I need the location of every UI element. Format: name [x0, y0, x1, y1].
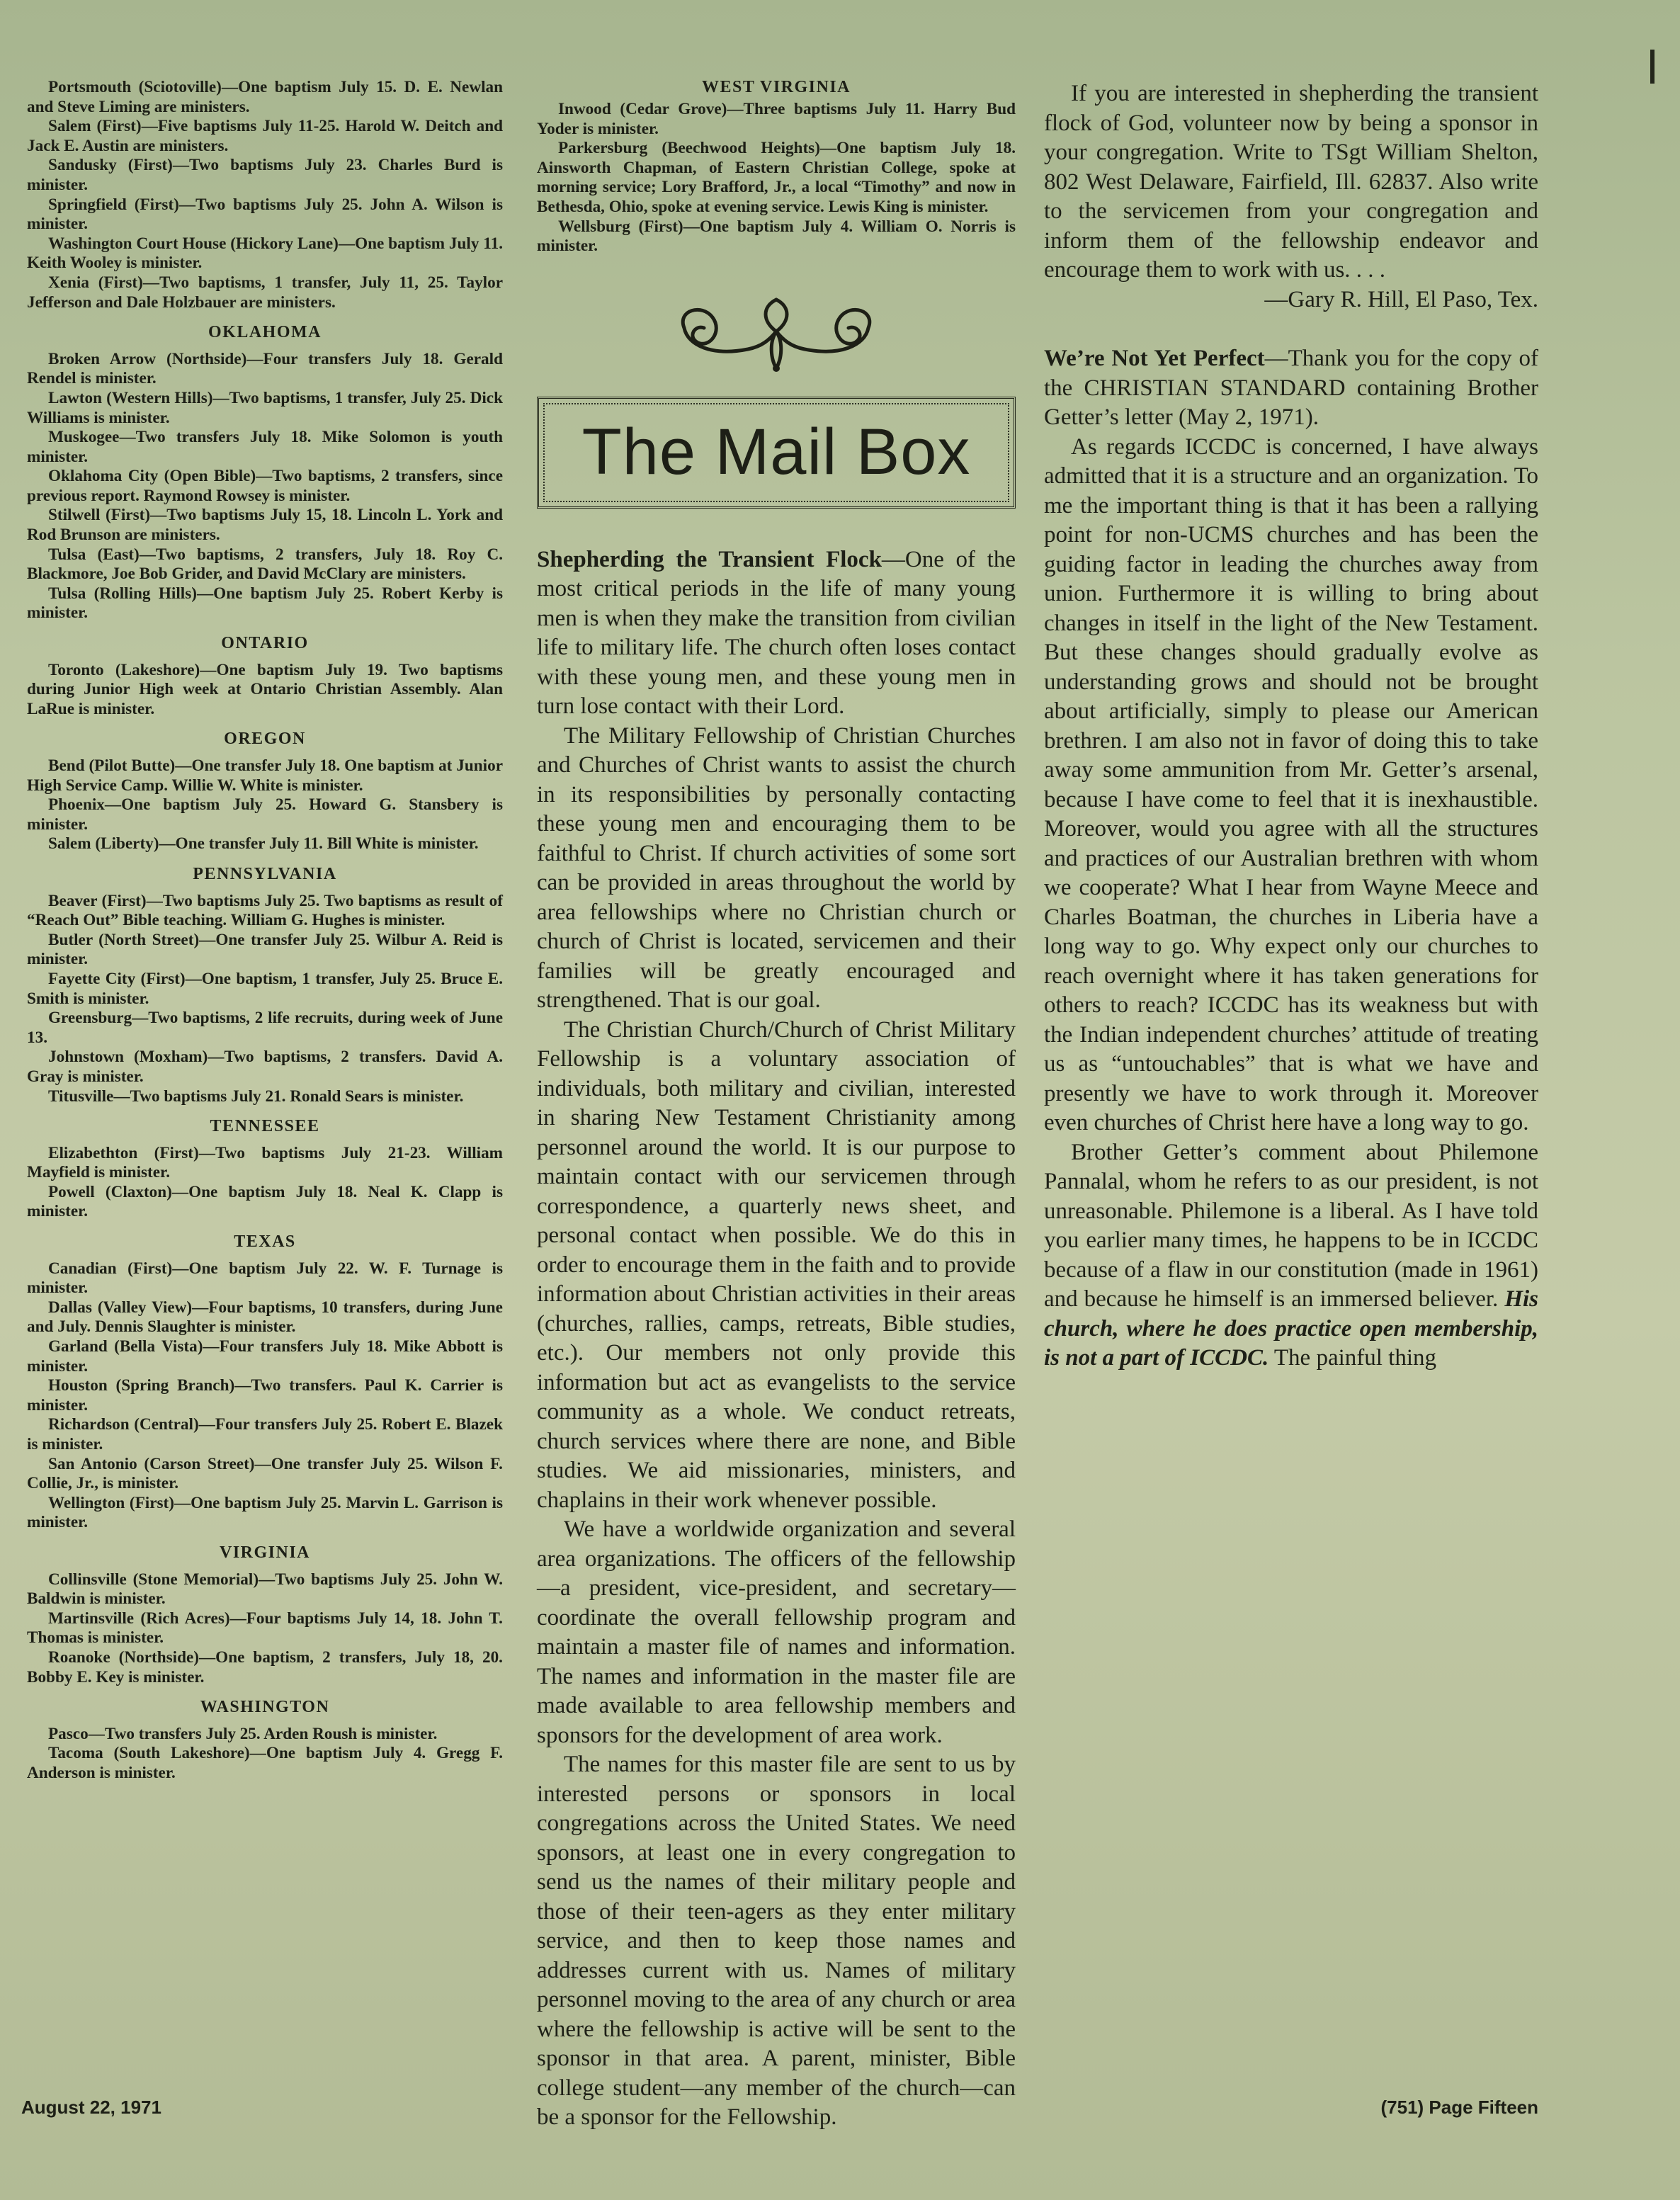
emphasis-text: His church, where he does practice open membership, is not a part of ICCDC. — [1044, 1286, 1538, 1371]
report-text: —Two baptisms, 1 transfer, July 25. Dick Williams is minister. — [27, 388, 503, 427]
church-report-entry — [27, 1048, 503, 1087]
state-heading: ONTARIO — [221, 634, 309, 653]
report-text: —Two transfers July 25. Arden Roush is minister. — [88, 1724, 438, 1743]
congregation-name: Portsmouth (Sciotoville) — [48, 78, 222, 96]
church-report-entry — [27, 1570, 503, 1609]
congregation-name: Houston (Spring Branch) — [48, 1376, 235, 1395]
congregation-name: Canadian (First) — [48, 1259, 173, 1278]
report-text: —Two baptisms July 15, 18. Lincoln L. York and Rod Brunson are ministers. — [27, 506, 503, 545]
church-report-entry — [27, 1609, 503, 1648]
report-text: —One baptism July 19. Two baptisms during Junior High week at Ontario Christian Assembly. Alan LaRue is minister. — [27, 660, 503, 718]
state-heading: TEXAS — [234, 1232, 296, 1252]
letter-signature: —Gary R. Hill, El Paso, Tex. — [1264, 286, 1538, 312]
congregation-name: Butler (North Street) — [48, 930, 200, 949]
state-heading: WASHINGTON — [200, 1698, 330, 1717]
report-text: —One baptism July 11. Keith Wooley is minister. — [27, 234, 503, 273]
letter-paragraph: Brother Getter’s comment about Philemone Pannalal, whom he refers to as our president, is not unreasonable. Philemone is a liberal. As I have told you earlier many times, he happens to be in ICCDC because of a flaw in our constitution (made in 1961) and because he himself is an immersed believer. His church, where he does practice open membership, is not a part of ICCDC. The painful thing — [1044, 1139, 1538, 1371]
letter-paragraph: If you are interested in shepherding the transient flock of God, volunteer now by being a sponsor in your congregation. Write to TSgt William Shelton, 802 West Delaware, Fairfield, Ill. 62837. Also write to the servicemen from your congregation and inform them of the fellowship endeavor and encourage them to work with us. . . . — [1044, 81, 1538, 283]
west-virginia-reports — [537, 78, 1016, 256]
congregation-name: Roanoke (Northside) — [48, 1648, 199, 1667]
congregation-name: Dallas (Valley View) — [48, 1298, 193, 1317]
report-text: —Two baptisms, 2 transfers. David A. Gray is minister. — [27, 1048, 504, 1086]
state-heading: OREGON — [224, 730, 306, 749]
report-text: —Two transfers July 18. Mike Solomon is youth minister. — [27, 428, 503, 466]
letter-title: Shepherding the Transient Flock — [537, 546, 882, 572]
church-report-entry — [27, 970, 503, 1009]
report-text: —Two baptisms, 1 transfer, July 11, 25. Taylor Jefferson and Dale Holzbauer are ministers. — [27, 273, 504, 312]
congregation-name: Martinsville (Rich Acres) — [48, 1609, 230, 1628]
church-report-entry — [27, 506, 503, 545]
footer-date: August 22, 1971 — [21, 2097, 161, 2118]
report-text: —Four baptisms, 10 transfers, during June and July. Dennis Slaughter is minister. — [27, 1298, 503, 1337]
church-report-entry — [27, 584, 503, 623]
church-report-entry — [27, 1183, 503, 1222]
congregation-name: Muskogee — [48, 428, 120, 447]
report-text: —One transfer July 25. Wilbur A. Reid is minister. — [27, 930, 503, 969]
congregation-name: Stilwell (First) — [48, 506, 151, 525]
congregation-name: Parkersburg (Beechwood Heights) — [558, 139, 820, 158]
congregation-name: Springfield (First) — [48, 195, 179, 214]
report-text: —One transfer July 25. Wilson F. Collie, Jr., is minister. — [27, 1454, 503, 1493]
letter-title: We’re Not Yet Perfect — [1044, 346, 1265, 371]
report-text: —One baptism July 18. Neal K. Clapp is minister. — [27, 1182, 503, 1221]
church-report-entry — [27, 661, 503, 720]
congregation-name: Broken Arrow (Northside) — [48, 349, 247, 368]
congregation-name: Tulsa (East) — [48, 545, 140, 564]
church-report-entry — [27, 1259, 503, 1298]
letter-paragraph: We have a worldwide organization and several area organizations. The officers of the fellowship—a president, vice-president, and secretary—coordinate the overall fellowship program and maintain a master file of names and information. The names and information in the master file are made available to area fellowship members and sponsors for the development of area work. — [537, 1516, 1016, 1748]
report-text: —One baptism July 4. William O. Norris is minister. — [537, 217, 1016, 256]
state-heading: WEST VIRGINIA — [701, 78, 851, 96]
church-report-entry — [27, 1087, 503, 1107]
report-text: —Two baptisms, 2 transfers, since previous report. Raymond Rowsey is minister. — [27, 467, 503, 505]
report-text: —One transfer July 11. Bill White is minister. — [159, 834, 479, 854]
congregation-name: Sandusky (First) — [48, 156, 173, 175]
letter-paragraph: Shepherding the Transient Flock—One of the most critical periods in the life of many young men is when they make the transition from civilian life to military life. The church often loses contact with these young men, and these young men in turn lose contact with their Lord. — [537, 546, 1016, 720]
report-text: —Two baptisms July 23. Charles Burd is minister. — [27, 156, 503, 194]
congregation-name: Xenia (First) — [48, 273, 143, 292]
state-heading: OKLAHOMA — [208, 323, 322, 342]
church-report-entry — [27, 195, 503, 234]
state-heading: PENNSYLVANIA — [193, 864, 337, 883]
church-report-entry — [27, 273, 503, 312]
church-report-entry — [27, 795, 503, 834]
church-report-entry — [27, 545, 503, 584]
report-text: —Four transfers July 25. Robert E. Blazek is minister. — [27, 1415, 503, 1453]
church-report-entry — [27, 1337, 503, 1376]
congregation-name: Garland (Bella Vista) — [48, 1337, 203, 1356]
church-report-entry — [27, 892, 503, 931]
congregation-name: Washington Court House (Hickory Lane) — [48, 234, 339, 253]
church-report-entry — [27, 1009, 503, 1048]
report-text: —Two baptisms July 25. Two baptisms as result of “Reach Out” Bible teaching. William G. Hughes is minister. — [27, 891, 503, 930]
congregation-name: Bend (Pilot Butte) — [48, 756, 176, 775]
report-text: —Two baptisms July 25. John A. Wilson is minister. — [27, 195, 503, 234]
letter-paragraph: The Christian Church/Church of Christ Military Fellowship is a voluntary association of individuals, both military and civilian, interested in sharing New Testament Christianity among personnel around the world. It is our purpose to maintain contact with our servicemen through correspondence, a quarterly news sheet, and personal contact when possible. We do this in order to encourage them in the faith and to provide information about Christian activities in their areas (churches, rallies, camps, retreats, Bible studies, etc.). Our members not only provide this information but act as evangelists to the service community as a whole. We conduct retreats, church services where there are none, and Bible studies. We aid missionaries, ministers, and chaplains in their work whenever possible. — [537, 1016, 1016, 1513]
church-report-entry — [27, 1376, 503, 1415]
west-virginia-entries — [537, 100, 1016, 256]
congregation-name: Lawton (Western Hills) — [48, 388, 213, 407]
church-report-entry — [537, 100, 1016, 139]
church-report-entry — [27, 389, 503, 428]
church-report-entry — [537, 139, 1016, 217]
congregation-name: Salem (First) — [48, 117, 142, 136]
church-report-entry — [27, 834, 503, 854]
church-report-entry — [27, 1744, 503, 1783]
congregation-name: Beaver (First) — [48, 891, 147, 910]
letter-shepherding — [537, 545, 1016, 2133]
report-text: —Two transfers. Paul K. Carrier is minister. — [27, 1376, 503, 1414]
section-title: The Mail Box — [581, 416, 971, 489]
binding-edge-mark — [1650, 50, 1655, 84]
report-text: —One baptism, 2 transfers, July 18, 20. Bobby E. Key is minister. — [27, 1648, 503, 1686]
congregation-name: Greensburg — [48, 1009, 132, 1028]
church-report-entry — [27, 1648, 503, 1687]
letter-paragraph: We’re Not Yet Perfect—Thank you for the copy of the CHRISTIAN STANDARD containing Brother Getter’s letter (May 2, 1971). — [1044, 346, 1538, 430]
church-report-entry — [27, 1144, 503, 1183]
church-report-entry — [27, 1298, 503, 1337]
congregation-name: Collinsville (Stone Memorial) — [48, 1570, 259, 1589]
church-report-entry — [27, 117, 503, 156]
report-text: —One baptism July 15. D. E. Newlan and Steve Liming are ministers. — [27, 78, 504, 116]
report-text: —One baptism July 25. Marvin L. Garrison is minister. — [27, 1493, 503, 1532]
report-text: —Two baptisms July 21. Ronald Sears is minister. — [113, 1087, 464, 1106]
congregation-name: Phoenix — [48, 795, 105, 815]
congregation-name: Toronto (Lakeshore) — [48, 660, 200, 679]
state-heading: VIRGINIA — [219, 1543, 310, 1562]
letter-paragraph-continued: The names for this master file are sent to us by interested persons or sponsors in local congregations across the United States. We need sponsors, at least one in every congregation to send us the names of their military people and those of their teen-agers as they enter military service, and then to keep those names and addresses current with us. Names of military personnel moving to the area of any church or area where the fellowship is active will be sent to the sponsor in that area. A parent, minister, Bible college student—any member of the church—can be a sponsor for the Fellowship. — [537, 1752, 1016, 2131]
letter-paragraph: As regards ICCDC is concerned, I have always admitted that it is a structure and an organization. To me the important thing is that it has been a rallying point for non-UCMS churches and has been the guiding factor in leading the churches away from union. Furthermore it is willing to bring about changes in itself in the light of the New Testament. But these changes should gradually evolve as understanding grows and should not be brought about artificially, simply to please our American brethren. I am also not in favor of doing this to take away some ammunition from Mr. Getter’s arsenal, because I have come to feel that it is inexhaustible. Moreover, would you agree with all the structures and practices of our Australian brethren with whom we cooperate? What I hear from Wayne Meece and Charles Boatman, the churches in Liberia have a long way to go. Why expect only our churches to reach overnight where it has taken generations for others to reach? ICCDC has its weakness but with the Indian independent churches’ attitude of treating us as “untouchables” that is what we have and presently we have to work through it. Moreover even churches of Christ here have a long way to go. — [1044, 433, 1538, 1135]
congregation-name: Tulsa (Rolling Hills) — [48, 584, 197, 603]
report-text: —Two baptisms, 2 life recruits, during week of June 13. — [27, 1009, 503, 1047]
congregation-name: San Antonio (Carson Street) — [48, 1454, 255, 1473]
report-text: —Four transfers July 18. Gerald Rendel is minister. — [27, 349, 503, 388]
congregation-name: Wellsburg (First) — [558, 217, 683, 236]
congregation-name: Wellington (First) — [48, 1493, 174, 1512]
report-text: —Two baptisms July 21-23. William Mayfield is minister. — [27, 1143, 503, 1182]
right-column — [1044, 79, 1538, 2084]
report-text: —One baptism, 1 transfer, July 25. Bruce E. Smith is minister. — [27, 969, 504, 1008]
church-report-entry — [27, 1494, 503, 1533]
congregation-name: Johnstown (Moxham) — [48, 1048, 208, 1067]
church-report-entry — [27, 1455, 503, 1494]
report-text: —One baptism July 25. Howard G. Stansbery is minister. — [27, 795, 503, 834]
congregation-name: Fayette City (First) — [48, 969, 186, 988]
report-text: —Four baptisms July 14, 18. John T. Thomas is minister. — [27, 1609, 503, 1648]
church-reports-column — [27, 78, 503, 2082]
church-report-entry — [27, 467, 503, 506]
footer-page-number: (751) Page Fifteen — [1380, 2097, 1538, 2118]
report-text: —Four transfers July 18. Mike Abbott is minister. — [27, 1337, 503, 1376]
report-text: —One transfer July 18. One baptism at Junior High Service Camp. Willie W. White is minister. — [27, 756, 503, 795]
congregation-name: Richardson (Central) — [48, 1415, 199, 1434]
report-text: —One baptism July 4. Gregg F. Anderson is minister. — [27, 1744, 503, 1782]
report-text: —One baptism July 22. W. F. Turnage is minister. — [27, 1259, 503, 1298]
report-text: —Two baptisms, 2 transfers, July 18. Roy C. Blackmore, Joe Bob Grider, and David McClary are ministers. — [27, 545, 503, 584]
congregation-name: Elizabethton (First) — [48, 1143, 199, 1162]
church-report-entry — [27, 756, 503, 795]
letter-paragraph: The Military Fellowship of Christian Churches and Churches of Christ wants to assist the church in its responsibilities by personally contacting these young men and encouraging them to be faithful to Christ. If church activities of some sort can be provided in areas throughout the world by area fellowships where no Christian church or church of Christ is located, servicemen and their families will be greatly encouraged and strengthened. That is our goal. — [537, 722, 1016, 1014]
congregation-name: Oklahoma City (Open Bible) — [48, 467, 256, 486]
church-report-entry — [27, 156, 503, 195]
church-report-entry — [537, 217, 1016, 256]
ornament-flourish-icon — [670, 289, 882, 374]
church-report-entry — [27, 234, 503, 273]
church-report-entry — [27, 350, 503, 389]
congregation-name: Powell (Claxton) — [48, 1182, 172, 1201]
report-text: —One baptism July 18. Ainsworth Chapman, of Eastern Christian College, spoke at morning service; Lory Brafford, Jr., a local “Timothy” and now in Bethesda, Ohio, spoke at evening service. Lewis King is minister. — [537, 139, 1016, 216]
report-text: —Five baptisms July 11-25. Harold W. Deitch and Jack E. Austin are ministers. — [27, 117, 503, 155]
state-heading: TENNESSEE — [210, 1117, 320, 1136]
church-report-entry — [27, 931, 503, 970]
church-report-entry — [27, 78, 503, 117]
congregation-name: Tacoma (South Lakeshore) — [48, 1744, 250, 1763]
congregation-name: Titusville — [48, 1087, 114, 1106]
church-report-entry — [27, 1415, 503, 1454]
congregation-name: Pasco — [48, 1724, 89, 1743]
church-report-entry — [27, 1725, 503, 1745]
middle-column — [537, 78, 1016, 2131]
report-text: —One baptism July 25. Robert Kerby is minister. — [27, 584, 503, 623]
report-text: —Two baptisms July 25. John W. Baldwin is minister. — [27, 1570, 504, 1609]
mail-box-masthead — [537, 397, 1016, 509]
church-report-entry — [27, 428, 503, 467]
congregation-name: Salem (Liberty) — [48, 834, 159, 854]
congregation-name: Inwood (Cedar Grove) — [558, 100, 727, 118]
report-text: —Three baptisms July 11. Harry Bud Yoder is minister. — [537, 100, 1016, 138]
